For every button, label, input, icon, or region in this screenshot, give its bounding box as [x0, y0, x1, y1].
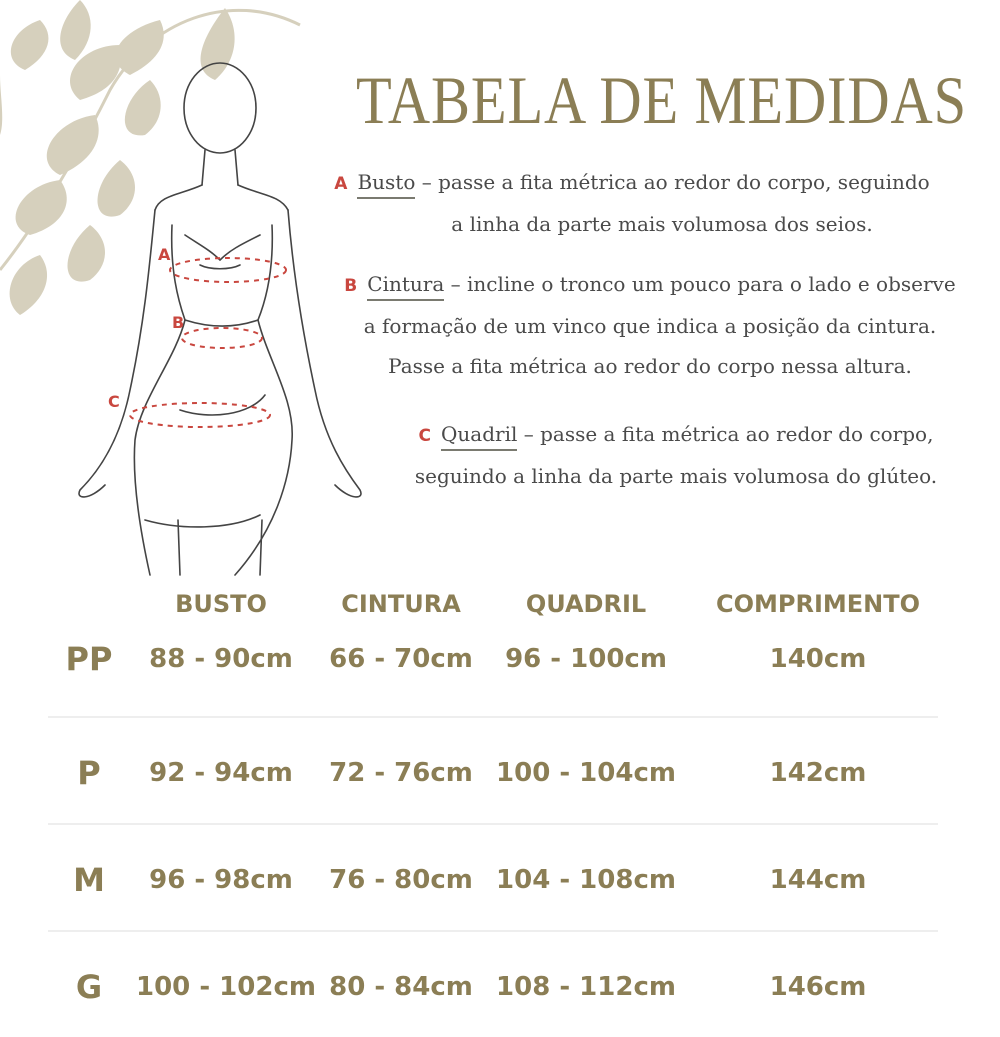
- size-label: P: [77, 754, 101, 792]
- cintura-value: 72 - 76cm: [329, 758, 473, 788]
- quadril-value: 108 - 112cm: [496, 972, 676, 1002]
- comprimento-value: 146cm: [769, 972, 867, 1002]
- table-row: [48, 932, 938, 1037]
- size-label: M: [73, 861, 105, 899]
- header-busto: BUSTO: [175, 590, 267, 618]
- page-title: TABELA DE MEDIDAS: [356, 62, 967, 138]
- table-row: [48, 825, 938, 932]
- measure-a-text: [312, 162, 952, 244]
- busto-value: 92 - 94cm: [149, 758, 293, 788]
- figure-label-b: B: [172, 313, 185, 332]
- measure-c-line1: [376, 414, 976, 456]
- size-table: [48, 578, 938, 1037]
- size-label: G: [75, 968, 103, 1006]
- measure-c-desc1: – passe a fita métrica ao redor do corpo,: [523, 422, 934, 446]
- quadril-value: 104 - 108cm: [496, 865, 676, 895]
- header-quadril: QUADRIL: [525, 590, 647, 618]
- measure-b-desc2: a formação de um vinco que indica a posição da cintura.: [363, 314, 937, 338]
- measure-a-term: Busto: [357, 170, 415, 199]
- cintura-value: 76 - 80cm: [329, 865, 473, 895]
- header-cintura: CINTURA: [341, 590, 461, 618]
- measure-c-text: [376, 414, 976, 496]
- figure-label-a: A: [158, 245, 171, 264]
- measure-c-desc2: seguindo a linha da parte mais volumosa do glúteo.: [414, 464, 938, 488]
- measure-b-text: [330, 264, 970, 386]
- comprimento-value: 142cm: [769, 758, 867, 788]
- header-comprimento: COMPRIMENTO: [715, 590, 921, 618]
- busto-value: 88 - 90cm: [149, 644, 293, 674]
- quadril-value: 100 - 104cm: [496, 758, 676, 788]
- busto-value: 100 - 102cm: [136, 972, 316, 1002]
- measure-b-line1: [330, 264, 970, 306]
- busto-value: 96 - 98cm: [149, 865, 293, 895]
- measure-a-desc1: – passe a fita métrica ao redor do corpo, seguindo: [421, 170, 930, 194]
- cintura-value: 80 - 84cm: [329, 972, 473, 1002]
- measure-a-line1: [312, 162, 952, 204]
- measure-b-desc1: – incline o tronco um pouco para o lado e observe: [450, 272, 956, 296]
- measure-c-letter: C: [418, 426, 432, 446]
- measure-b-desc3: Passe a fita métrica ao redor do corpo nessa altura.: [388, 354, 912, 378]
- quadril-value: 96 - 100cm: [505, 644, 667, 674]
- size-label: PP: [65, 640, 113, 678]
- measure-a-desc2: a linha da parte mais volumosa dos seios.: [451, 212, 873, 236]
- table-row: [48, 718, 938, 825]
- figure-label-c: C: [108, 392, 120, 411]
- comprimento-value: 144cm: [769, 865, 867, 895]
- measure-c-term: Quadril: [441, 422, 517, 451]
- measure-b-term: Cintura: [367, 272, 444, 301]
- table-row: [48, 578, 938, 718]
- measure-b-letter: B: [344, 276, 358, 296]
- measure-a-letter: A: [334, 174, 348, 194]
- cintura-value: 66 - 70cm: [329, 644, 473, 674]
- comprimento-value: 140cm: [769, 644, 867, 674]
